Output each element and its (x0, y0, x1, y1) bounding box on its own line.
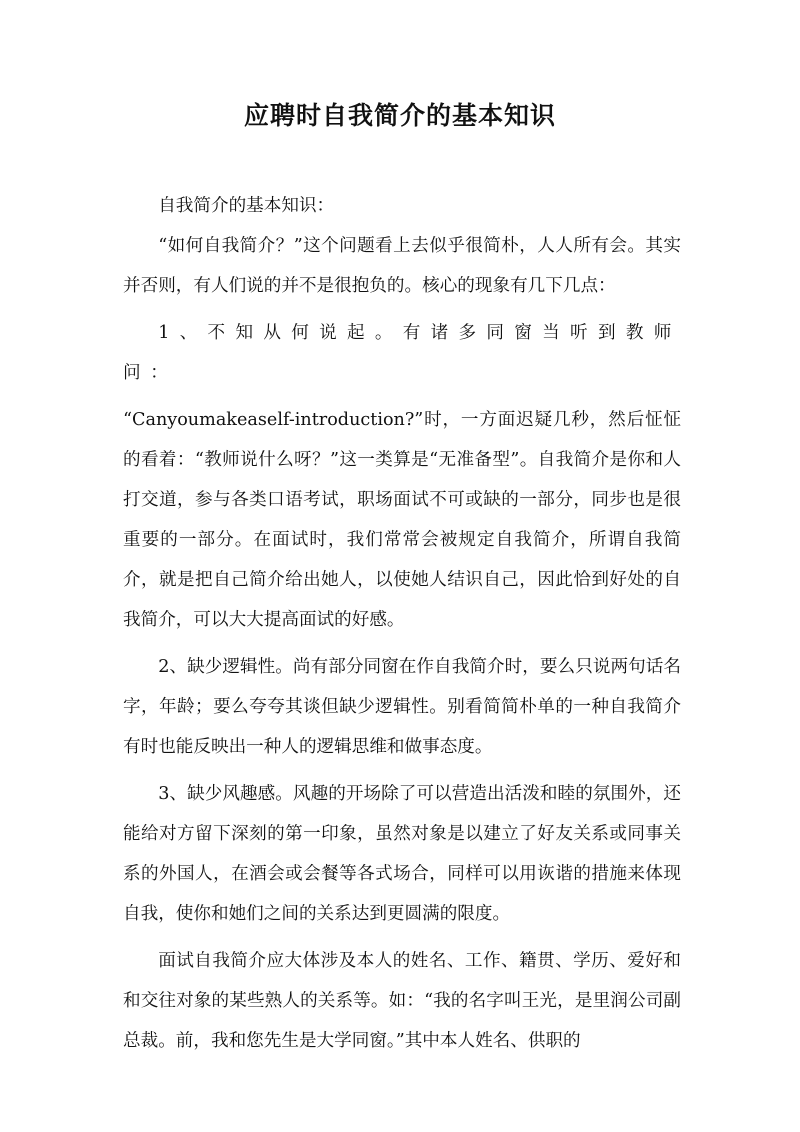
paragraph-point-1-text: “Canyoumakeaself-introduction?”时，一方面迟疑几秒，然后怔怔的看着：“教师说什么呀？”这一类算是“无准备型”。自我简介是你和人打交道，参与各类口语考试，职场面试不可或缺的一部分，同步也是很重要的一部分。在面试时，我们常常会被规定自我简介，所谓自我简介，就是把自己简介给出她人，以使她人结识自己，因此恰到好处的自我简介，可以大大提高面试的好感。 (123, 410, 681, 630)
paragraph-interview-intro: 面试自我简介应大体涉及本人的姓名、工作、籍贯、学历、爱好和和交往对象的某些熟人的关系等。如：“我的名字叫王光，是里润公司副总裁。前，我和您先生是大学同窗。”其中本人姓名、供职的 (123, 951, 681, 1051)
paragraph-point-3: 3、缺少风趣感。风趣的开场除了可以营造出活泼和睦的氛围外，还能给对方留下深刻的第一印象，虽然对象是以建立了好友关系或同事关系的外国人，在酒会或会餐等各式场合，同样可以用诙谐的措施来体现自我，使你和她们之间的关系达到更圆满的限度。 (123, 784, 681, 924)
paragraph-point-2: 2、缺少逻辑性。尚有部分同窗在作自我简介时，要么只说两句话名字，年龄；要么夸夸其谈但缺少逻辑性。别看简简朴单的一种自我简介有时也能反映出一种人的逻辑思维和做事态度。 (123, 657, 681, 757)
paragraph-point-1-heading: 1、不知从何说起。有诸多同窗当听到教师问： (123, 323, 681, 383)
paragraph-point-1-body (123, 400, 681, 640)
document-body (123, 186, 681, 1068)
document-title: 应聘时自我简介的基本知识 (243, 101, 556, 130)
paragraph-intro: 自我简介的基本知识： (158, 196, 335, 216)
paragraph-question: “如何自我简介？”这个问题看上去似乎很简朴，人人所有会。其实并否则，有人们说的并不是很抱负的。核心的现象有几下几点： (123, 236, 681, 296)
